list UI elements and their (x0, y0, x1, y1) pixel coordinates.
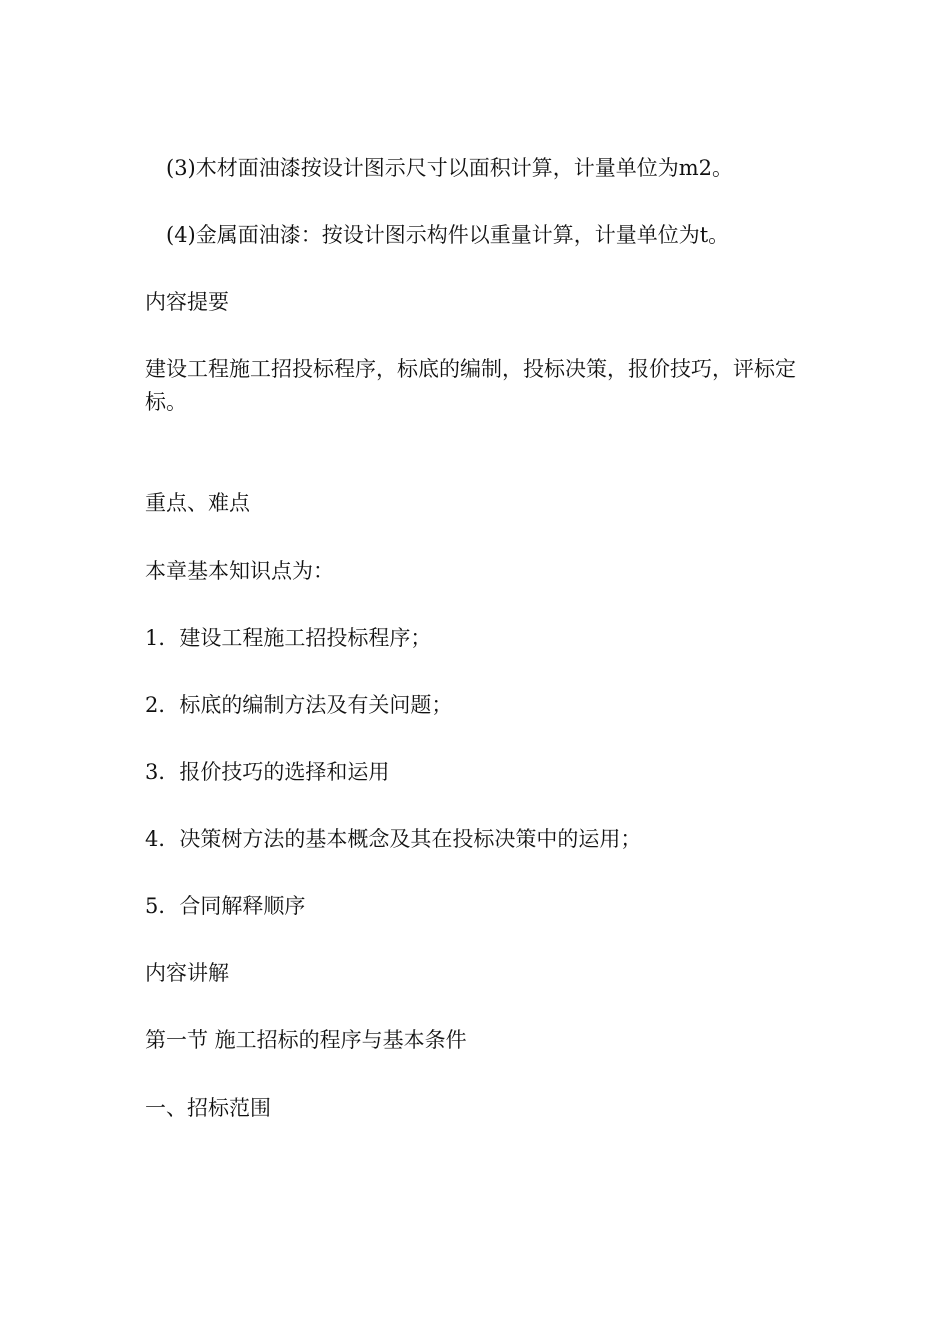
list-item-2: 2．标底的编制方法及有关问题； (145, 693, 453, 717)
section-heading-keypoints: 重点、难点 (145, 491, 250, 515)
subsection-title: 一、招标范围 (145, 1096, 271, 1120)
list-item-4: 4．决策树方法的基本概念及其在投标决策中的运用； (145, 827, 642, 851)
summary-text: 建设工程施工招投标程序，标底的编制，投标决策，报价技巧，评标定标。 (145, 357, 796, 414)
list-item-1: 1．建设工程施工招投标程序； (145, 626, 432, 650)
section-heading-explanation: 内容讲解 (145, 961, 229, 985)
keypoints-intro: 本章基本知识点为： (145, 559, 334, 583)
paragraph-item-4: (4)金属面油漆：按设计图示构件以重量计算，计量单位为t。 (166, 223, 730, 247)
paragraph-item-3: (3)木材面油漆按设计图示尺寸以面积计算，计量单位为m2。 (166, 156, 734, 180)
list-item-3: 3．报价技巧的选择和运用 (145, 760, 390, 784)
chapter-section-title: 第一节 施工招标的程序与基本条件 (145, 1028, 467, 1052)
list-item-5: 5．合同解释顺序 (145, 894, 306, 918)
section-heading-summary: 内容提要 (145, 290, 229, 314)
